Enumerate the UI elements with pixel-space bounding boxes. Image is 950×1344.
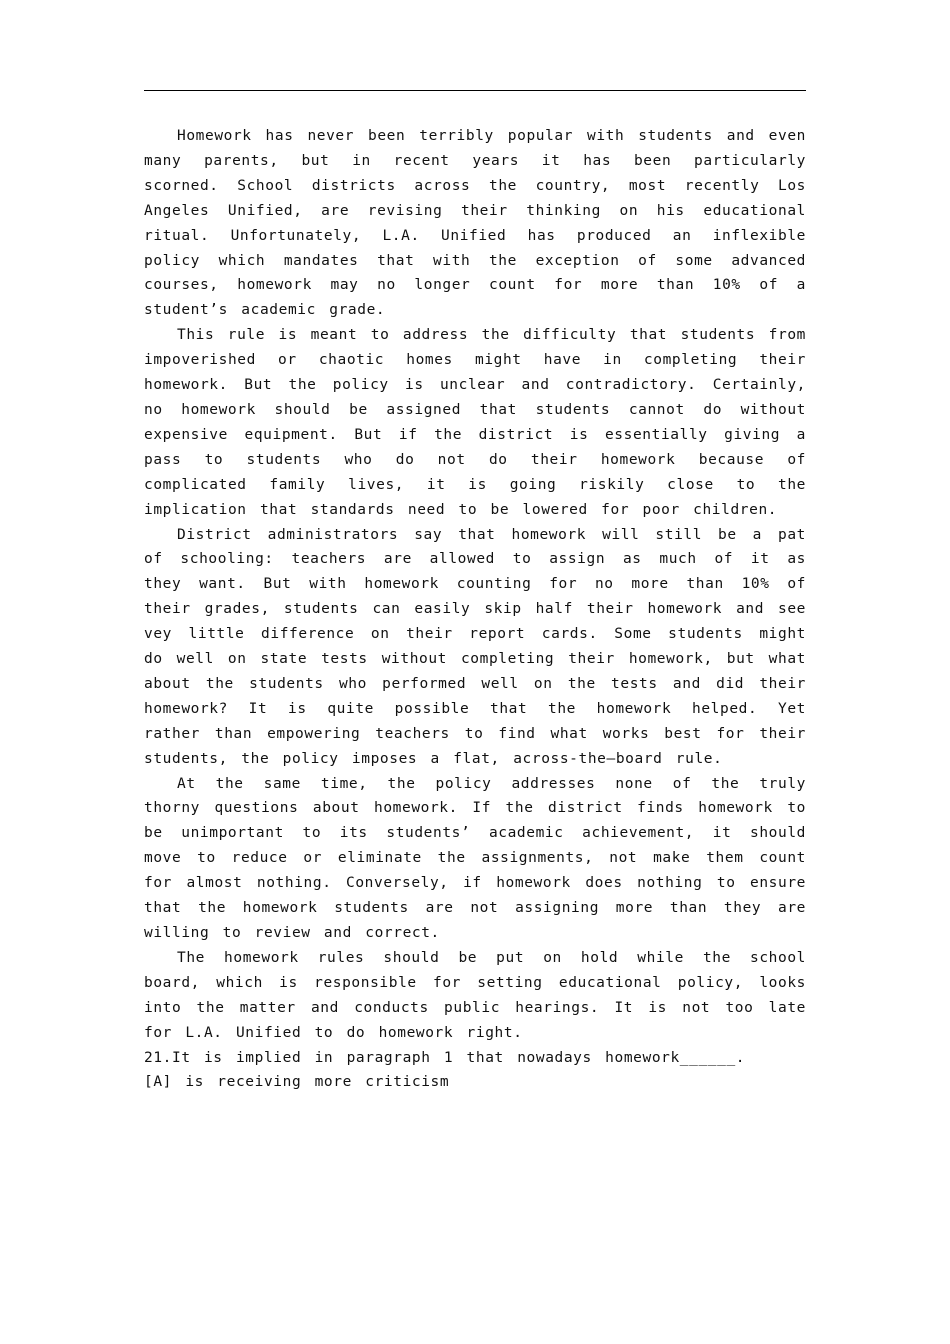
option-a: [A] is receiving more criticism <box>144 1074 450 1091</box>
paragraph-2: This rule is meant to address the difficulty that students from impoverished or chaotic homes might have in completing their homework. But the policy is unclear and contradictory. Certainly, no homework should be assigned that students cannot do without expensive equipment. But if the district is essentially giving a pass to students who do not do their homework because of complicated family lives, it is going riskily close to the implication that standards need to be lowered for poor children. <box>144 327 806 518</box>
header-rule <box>144 90 806 91</box>
passage-body <box>144 124 806 1095</box>
paragraph-4: At the same time, the policy addresses none of the truly thorny questions about homework. If the district finds homework to be unimportant to its students’ academic achievement, it should move to reduce or eliminate the assignments, not make them count for almost nothing. Conversely, if homework does nothing to ensure that the homework students are not assigning more than they are willing to review and correct. <box>144 775 806 941</box>
paragraph-1: Homework has never been terribly popular with students and even many parents, but in recent years it has been particularly scorned. School districts across the country, most recently Los Angeles Unified, are revising their thinking on his educational ritual. Unfortunately, L.A. Unified has produced an inflexible policy which mandates that with the exception of some advanced courses, homework may no longer count for more than 10% of a student’s academic grade. <box>144 128 806 319</box>
question-21: 21.It is implied in paragraph 1 that nowadays homework______. <box>144 1049 746 1066</box>
paragraph-5: The homework rules should be put on hold while the school board, which is responsible for setting educational policy, looks into the matter and conducts public hearings. It is not too late for L.A. Unified to do homework right. <box>144 949 806 1041</box>
paragraph-3: District administrators say that homework will still be a pat of schooling: teachers are allowed to assign as much of it as they want. But with homework counting for no more than 10% of their grades, students can easily skip half their homework and see vey little difference on their report cards. Some students might do well on state tests without completing their homework, but what about the students who performed well on the tests and did their homework? It is quite possible that the homework helped. Yet rather than empowering teachers to find what works best for their students, the policy imposes a flat, across-the—board rule. <box>144 526 806 767</box>
